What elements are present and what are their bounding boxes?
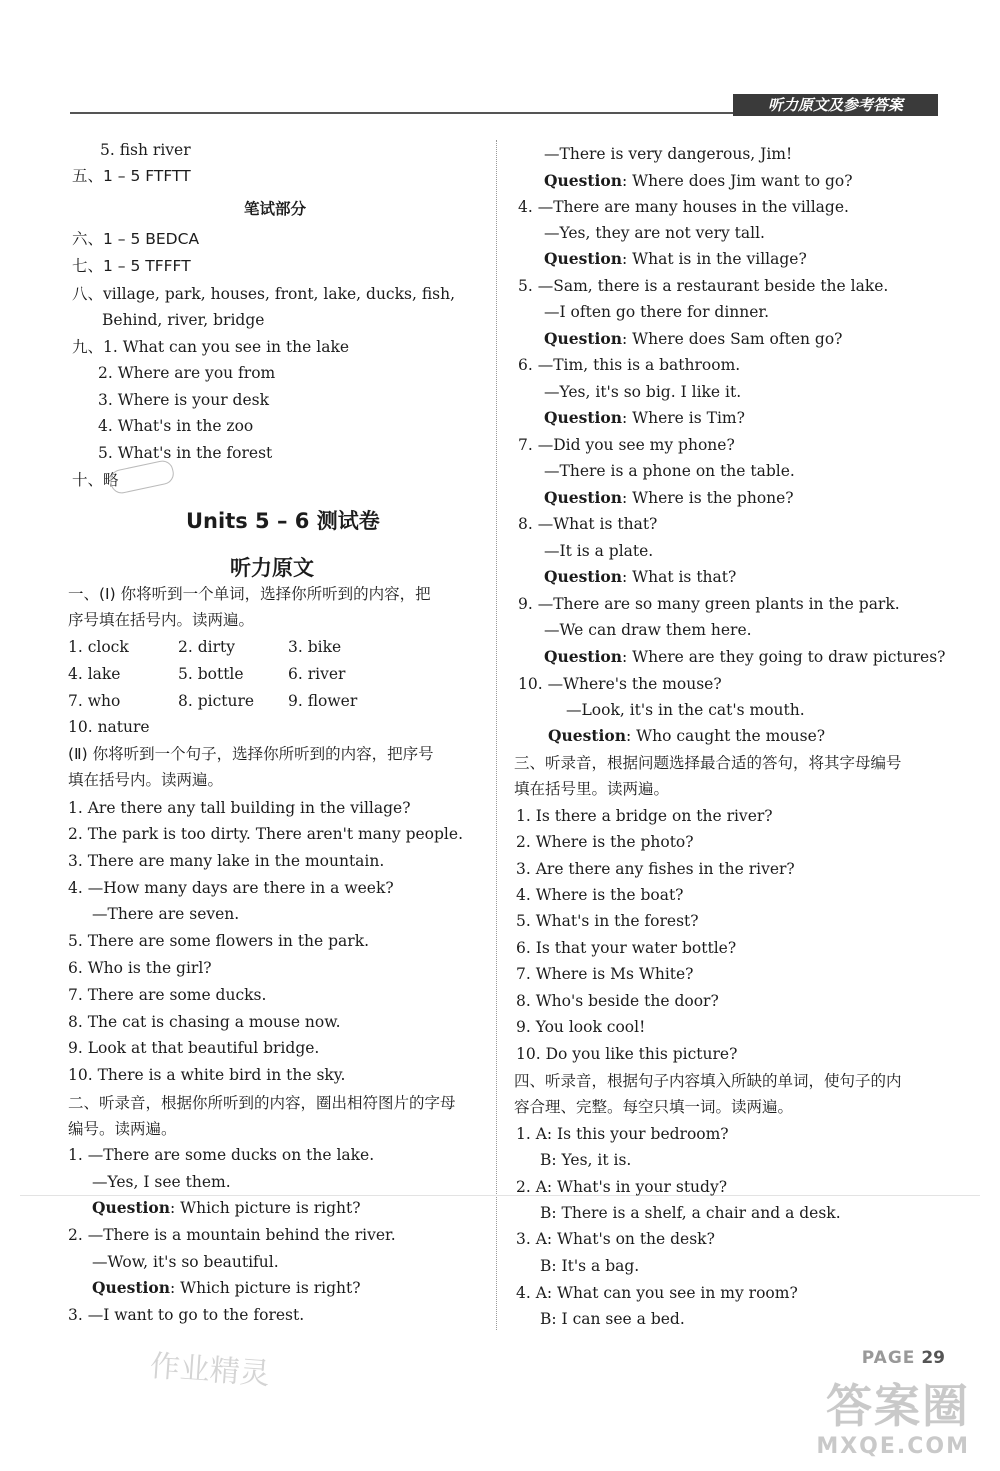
question-line [548,725,825,747]
instruction: 序号填在括号内。读两遍。 [68,611,255,629]
answer-line: 七、1 – 5 TFFFT [72,257,191,275]
word-item: 6. river [288,665,346,683]
dialogue-line: 3. A: What's on the desk? [516,1230,715,1248]
answer-line: 5. fish river [100,141,191,159]
dialogue-line: B: There is a shelf, a chair and a desk. [540,1204,841,1222]
answer-line: 九、1. What can you see in the lake [72,338,350,356]
dialogue-line: 2. —There is a mountain behind the river. [68,1226,396,1244]
sentence: 1. Are there any tall building in the village? [68,799,411,817]
question-text: : Where does Jim want to go? [622,172,853,190]
dialogue-line: B: Yes, it is. [540,1151,632,1169]
faint-scan-line [20,1195,980,1196]
dialogue-line: 4. —There are many houses in the village. [518,198,849,216]
question-item: 2. Where is the photo? [516,833,694,851]
page-label: PAGE [861,1348,916,1368]
dialogue-line: 5. —Sam, there is a restaurant beside the lake. [518,277,889,295]
logo-url: MXQE.COM [816,1434,970,1459]
dialogue-line: —There is a phone on the table. [544,462,795,480]
sentence: 4. —How many days are there in a week? [68,879,394,897]
dialogue-line: 1. —There are some ducks on the lake. [68,1146,375,1164]
question-line [544,170,853,192]
word-item: 1. clock [68,638,129,656]
section-title: 笔试部分 [244,200,307,218]
answer-line: 五、1 – 5 FTFTT [72,167,191,185]
question-label: Question [544,488,623,507]
question-item: 7. Where is Ms White? [516,965,694,983]
instruction: 填在括号里。读两遍。 [514,780,670,798]
question-line [544,248,807,270]
word-item: 7. who [68,692,121,710]
logo-text: 答案圈 [826,1379,970,1433]
word-row [68,636,341,658]
word-item: 3. bike [288,638,342,656]
answer-line: 5. What's in the forest [98,444,273,462]
page-number-value: 29 [921,1348,945,1368]
word-item: 2. dirty [178,638,235,656]
question-text: : What is that? [622,568,737,586]
sentence: 3. There are many lake in the mountain. [68,852,385,870]
question-label: Question [544,329,623,348]
instruction: 编号。读两遍。 [68,1120,177,1138]
sentence: 2. The park is too dirty. There aren't many people. [68,825,463,843]
question-label: Question [92,1198,171,1217]
instruction: 二、听录音，根据你所听到的内容，圈出相符图片的字母 [68,1094,456,1112]
dialogue-line: —Yes, it's so big. I like it. [544,383,742,401]
bottom-watermark: 作业精灵 [148,1348,271,1393]
question-label: Question [544,567,623,586]
dialogue-line: —I often go there for dinner. [544,303,770,321]
instruction: 填在括号内。读两遍。 [68,771,224,789]
instruction: 三、听录音，根据问题选择最合适的答句，将其字母编号 [514,754,902,772]
question-item: 1. Is there a bridge on the river? [516,807,773,825]
sentence: 6. Who is the girl? [68,959,212,977]
dialogue-line: 8. —What is that? [518,515,658,533]
question-text: : Where does Sam often go? [622,330,843,348]
instruction: 四、听录音，根据句子内容填入所缺的单词，使句子的内 [514,1072,902,1090]
dialogue-line: 10. —Where's the mouse? [518,675,722,693]
dialogue-line: —Yes, I see them. [92,1173,231,1191]
sentence: 5. There are some flowers in the park. [68,932,370,950]
question-line [92,1277,361,1299]
question-item: 4. Where is the boat? [516,886,684,904]
question-line [544,407,745,429]
word-row [68,663,345,685]
word-item: 10. nature [68,718,150,736]
answer-line: 4. What's in the zoo [98,417,254,435]
site-logo-watermark [720,1378,970,1468]
dialogue-line: B: It's a bag. [540,1257,640,1275]
dialogue-line: B: I can see a bed. [540,1310,685,1328]
question-line [544,328,843,350]
dialogue-line: —Look, it's in the cat's mouth. [566,701,805,719]
word-row [68,690,357,712]
sentence: 10. There is a white bird in the sky. [68,1066,346,1084]
listening-title: 听力原文 [230,556,314,580]
answer-line: 六、1 – 5 BEDCA [72,230,200,248]
answer-line: 八、village, park, houses, front, lake, ducks, fish, [72,285,456,303]
answer-line: Behind, river, bridge [102,311,265,329]
question-line [544,646,946,668]
word-item: 8. picture [178,692,255,710]
sentence: 8. The cat is chasing a mouse now. [68,1013,341,1031]
sentence: 7. There are some ducks. [68,986,267,1004]
question-text: : Where is Tim? [622,409,745,427]
question-line [92,1197,361,1219]
question-item: 5. What's in the forest? [516,912,699,930]
question-label: Question [544,249,623,268]
dialogue-line: 9. —There are so many green plants in the park. [518,595,900,613]
header-tab: 听力原文及参考答案 [733,94,938,116]
question-text: : Where is the phone? [622,489,794,507]
question-item: 8. Who's beside the door? [516,992,719,1010]
word-item: 9. flower [288,692,358,710]
question-item: 10. Do you like this picture? [516,1045,738,1063]
instruction: (Ⅱ) 你将听到一个句子，选择你所听到的内容，把序号 [68,745,434,763]
question-line [544,566,736,588]
dialogue-line: 4. A: What can you see in my room? [516,1284,798,1302]
answer-line: 3. Where is your desk [98,391,269,409]
dialogue-line: 7. —Did you see my phone? [518,436,735,454]
answer-line: 2. Where are you from [98,364,276,382]
instruction: 一、(Ⅰ) 你将听到一个单词，选择你所听到的内容，把 [68,585,431,603]
question-text: : Which picture is right? [170,1279,361,1297]
question-line [544,487,794,509]
sentence: —There are seven. [92,905,240,923]
dialogue-line: —Wow, it's so beautiful. [92,1253,279,1271]
dialogue-line: 6. —Tim, this is a bathroom. [518,356,741,374]
answer-line: 十、略 [72,471,119,489]
question-text: : What is in the village? [622,250,807,268]
dialogue-line: 1. A: Is this your bedroom? [516,1125,729,1143]
word-item: 5. bottle [178,665,244,683]
dialogue-line: —There is very dangerous, Jim! [544,145,793,163]
instruction: 容合理、完整。每空只填一词。读两遍。 [514,1098,794,1116]
question-item: 6. Is that your water bottle? [516,939,737,957]
dialogue-line: —Yes, they are not very tall. [544,224,765,242]
question-item: 3. Are there any fishes in the river? [516,860,795,878]
dialogue-line: —We can draw them here. [544,621,752,639]
question-item: 9. You look cool! [516,1018,646,1036]
unit-title: Units 5 – 6 测试卷 [186,509,380,533]
question-label: Question [544,647,623,666]
question-label: Question [544,408,623,427]
question-label: Question [92,1278,171,1297]
page-number [862,1348,945,1368]
question-label: Question [548,726,627,745]
question-label: Question [544,171,623,190]
question-text: : Where are they going to draw pictures? [622,648,946,666]
sentence: 9. Look at that beautiful bridge. [68,1039,320,1057]
question-text: : Who caught the mouse? [626,727,826,745]
question-text: : Which picture is right? [170,1199,361,1217]
column-divider [496,140,497,1330]
word-item: 4. lake [68,665,121,683]
dialogue-line: —It is a plate. [544,542,654,560]
dialogue-line: 3. —I want to go to the forest. [68,1306,305,1324]
stamp-watermark [108,459,176,496]
dialogue-line: 2. A: What's in your study? [516,1178,728,1196]
